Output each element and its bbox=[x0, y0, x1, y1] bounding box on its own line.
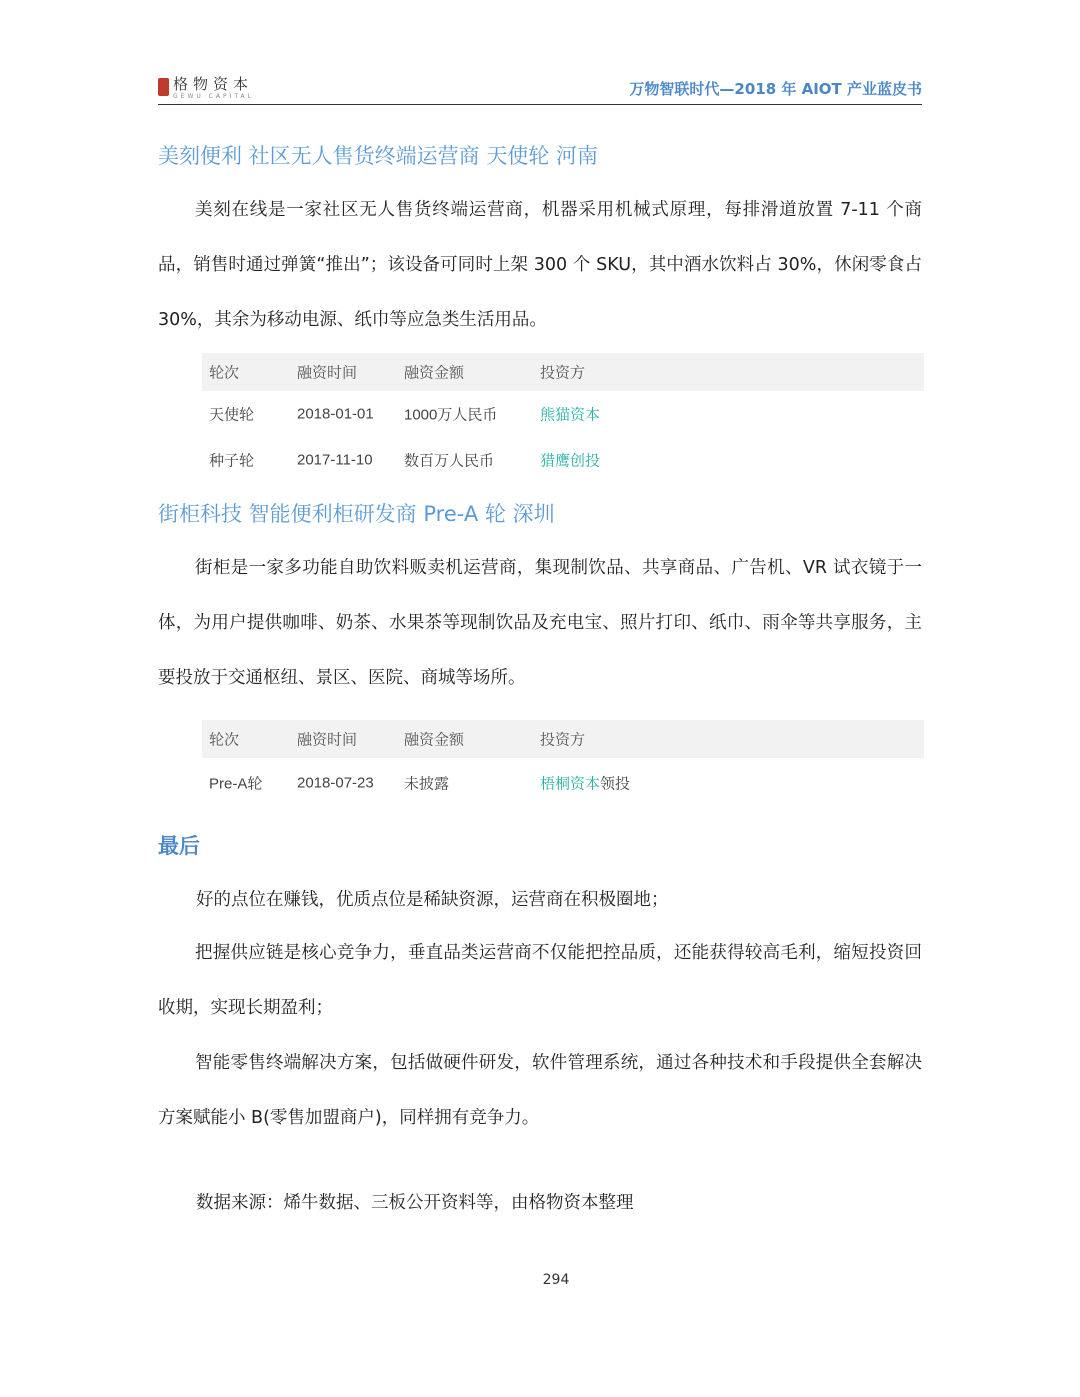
gewu-capital-logo bbox=[158, 76, 254, 100]
column-header-amount: 融资金额 bbox=[404, 364, 465, 382]
funding-table-jiegui bbox=[202, 720, 924, 808]
logo-english-name: GEWU CAPITAL bbox=[173, 93, 254, 100]
investor-link[interactable]: 梧桐资本 bbox=[540, 775, 601, 793]
section-body-meike: 美刻在线是一家社区无人售货终端运营商，机器采用机械式原理，每排滑道放置 7-11 个商品，销售时通过弹簧“推出”；该设备可同时上架 300 个 SKU，其中酒水饮料占 30%，休闲零食占 30%，其余为移动电源、纸巾等应急类生活用品。 bbox=[158, 200, 922, 330]
table-row bbox=[202, 758, 924, 808]
investor-link[interactable]: 熊猫资本 bbox=[540, 406, 601, 424]
cell-investor bbox=[540, 773, 630, 794]
cell-date: 2018-01-01 bbox=[297, 405, 374, 423]
book-title: 万物智联时代—2018 年 AIOT 产业蓝皮书 bbox=[629, 80, 922, 98]
funding-table-meike bbox=[202, 353, 924, 483]
cell-date: 2017-11-10 bbox=[297, 451, 373, 469]
investor-link[interactable]: 猎鹰创投 bbox=[540, 452, 601, 470]
conclusion-point-3: 智能零售终端解决方案，包括做硬件研发，软件管理系统，通过各种技术和手段提供全套解决方案赋能小 B(零售加盟商户)，同样拥有竞争力。 bbox=[158, 1053, 922, 1128]
section-heading-meike: 美刻便利 社区无人售货终端运营商 天使轮 河南 bbox=[158, 144, 599, 168]
conclusion-point-2: 把握供应链是核心竞争力，垂直品类运营商不仅能把控品质，还能获得较高毛利，缩短投资回收期，实现长期盈利； bbox=[158, 943, 922, 1018]
column-header-amount: 融资金额 bbox=[404, 731, 465, 749]
column-header-investor: 投资方 bbox=[540, 731, 586, 749]
logo-chinese-name: 格物资本 bbox=[173, 75, 254, 93]
investor-role: 领投 bbox=[600, 775, 631, 793]
page-number: 294 bbox=[542, 1272, 570, 1288]
cell-round: 天使轮 bbox=[209, 406, 255, 424]
page-header bbox=[158, 74, 922, 105]
table-row bbox=[202, 391, 924, 437]
column-header-date: 融资时间 bbox=[297, 364, 358, 382]
cell-date: 2018-07-23 bbox=[297, 774, 374, 792]
section-body-jiegui: 街柜是一家多功能自助饮料贩卖机运营商，集现制饮品、共享商品、广告机、VR 试衣镜于一体，为用户提供咖啡、奶茶、水果茶等现制饮品及充电宝、照片打印、纸巾、雨伞等共享服务，主要投放于交通枢纽、景区、医院、商城等场所。 bbox=[158, 558, 922, 688]
conclusion-point-1: 好的点位在赚钱，优质点位是稀缺资源，运营商在积极圈地； bbox=[196, 890, 669, 910]
column-header-date: 融资时间 bbox=[297, 731, 358, 749]
table-header-row bbox=[202, 720, 924, 758]
table-row bbox=[202, 437, 924, 483]
data-source-note: 数据来源：烯牛数据、三板公开资料等，由格物资本整理 bbox=[196, 1193, 634, 1213]
cell-amount: 数百万人民币 bbox=[404, 452, 495, 470]
column-header-round: 轮次 bbox=[209, 731, 240, 749]
column-header-round: 轮次 bbox=[209, 364, 240, 382]
seal-icon bbox=[158, 78, 169, 96]
section-heading-jiegui: 街柜科技 智能便利柜研发商 Pre-A 轮 深圳 bbox=[158, 502, 555, 526]
cell-amount: 1000万人民币 bbox=[404, 406, 498, 424]
table-header-row bbox=[202, 353, 924, 391]
cell-round: Pre-A轮 bbox=[209, 775, 263, 793]
conclusion-heading: 最后 bbox=[158, 834, 200, 858]
cell-amount: 未披露 bbox=[404, 775, 450, 793]
cell-round: 种子轮 bbox=[209, 452, 255, 470]
column-header-investor: 投资方 bbox=[540, 364, 586, 382]
